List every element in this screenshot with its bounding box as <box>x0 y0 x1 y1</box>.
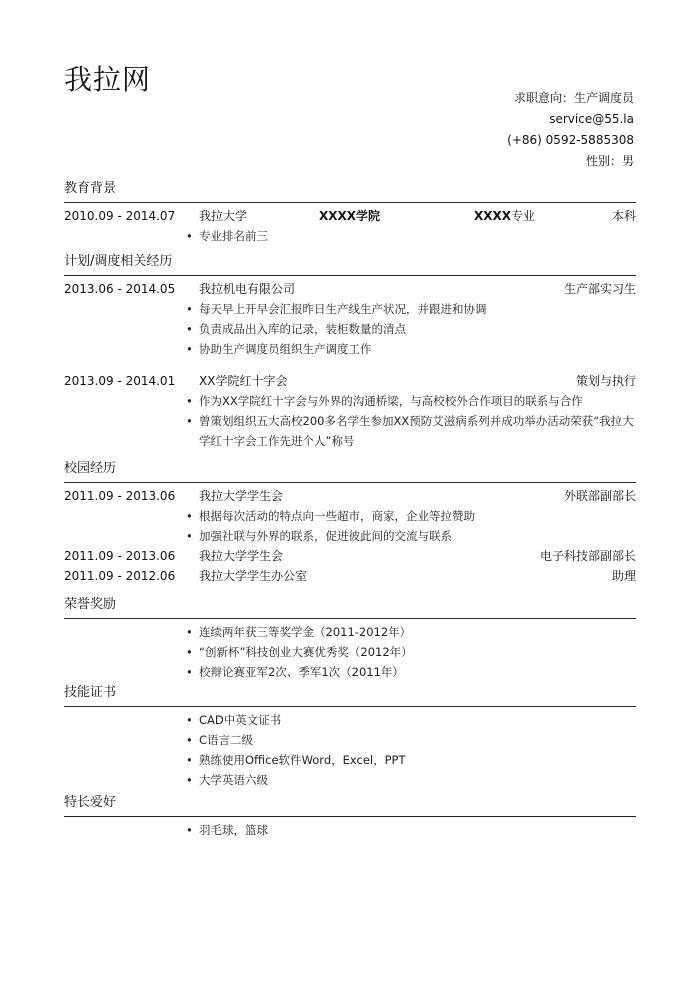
experience-bullets <box>64 299 636 359</box>
experience-role: 策划与执行 <box>575 374 636 388</box>
campus-org: 我拉大学学生会 <box>199 549 284 563</box>
education-row <box>64 206 636 226</box>
honors-bullets <box>64 622 636 682</box>
list-item: • 每天早上开早会汇报昨日生产线生产状况，并跟进和协调 <box>186 299 636 319</box>
education-major-suffix: 专业 <box>511 209 536 223</box>
skills-title: 技能证书 <box>64 685 117 700</box>
skills-bullets <box>64 710 636 790</box>
list-item: • 大学英语六级 <box>186 770 636 790</box>
experience-date: 2013.06 - 2014.05 <box>64 282 176 296</box>
contact-block <box>507 88 634 172</box>
education-major <box>474 206 535 226</box>
experience-date: 2013.09 - 2014.01 <box>64 374 176 388</box>
campus-row <box>64 486 636 506</box>
job-objective: 求职意向：生产调度员 <box>513 91 634 105</box>
campus-section <box>64 460 636 586</box>
campus-role: 电子科技部副部长 <box>539 549 636 563</box>
hobbies-bullets <box>64 820 636 840</box>
section-divider <box>64 202 636 203</box>
campus-title: 校园经历 <box>64 461 117 476</box>
campus-row <box>64 566 636 586</box>
list-item: • 作为XX学院红十字会与外界的沟通桥梁，与高校校外合作项目的联系与合作 <box>186 391 636 411</box>
experience-row <box>64 279 636 299</box>
experience-section <box>64 253 636 451</box>
list-item: • 负责成品出入库的记录，装柜数量的清点 <box>186 319 636 339</box>
section-divider <box>64 482 636 483</box>
campus-bullets <box>64 506 636 546</box>
list-item: • 专业排名前三 <box>186 226 636 246</box>
campus-org: 我拉大学学生会 <box>199 489 284 503</box>
hobbies-section <box>64 794 636 840</box>
list-item: • 协助生产调度员组织生产调度工作 <box>186 339 636 359</box>
campus-org: 我拉大学学生办公室 <box>199 569 308 583</box>
gender-text: 性别：男 <box>585 154 634 168</box>
list-item: • C语言二级 <box>186 730 636 750</box>
list-item: • 曾策划组织五大高校200多名学生参加XX预防艾滋病系列并成功举办活动荣获“我拉大学红十字会工作先进个人”称号 <box>186 411 636 451</box>
skills-section <box>64 684 636 790</box>
list-item: • 校辩论赛亚军2次、季军1次（2011年） <box>186 662 636 682</box>
list-item: • 熟练使用Office软件Word，Excel，PPT <box>186 750 636 770</box>
list-item: • 连续两年获三等奖学金（2011-2012年） <box>186 622 636 642</box>
resume-name: 我拉网 <box>64 63 152 96</box>
campus-role: 外联部副部长 <box>563 489 636 503</box>
section-divider <box>64 816 636 817</box>
education-section <box>64 180 636 246</box>
education-bullets <box>64 226 636 246</box>
list-item: • 羽毛球，篮球 <box>186 820 636 840</box>
phone-text: (+86) 0592-5885308 <box>507 133 634 147</box>
campus-role: 助理 <box>611 569 636 583</box>
section-divider <box>64 618 636 619</box>
education-title: 教育背景 <box>64 181 117 196</box>
section-divider <box>64 706 636 707</box>
honors-section <box>64 596 636 682</box>
section-divider <box>64 275 636 276</box>
education-school: 我拉大学 <box>199 209 248 223</box>
experience-bullets <box>64 391 636 451</box>
education-date: 2010.09 - 2014.07 <box>64 209 176 223</box>
email-text: service@55.la <box>549 112 634 126</box>
education-major-prefix: XXXX <box>474 209 512 223</box>
campus-row <box>64 546 636 566</box>
hobbies-title: 特长爱好 <box>64 795 117 810</box>
list-item: • 加强社联与外界的联系，促进彼此间的交流与联系 <box>186 526 636 546</box>
experience-role: 生产部实习生 <box>563 282 636 296</box>
list-item: • “创新杯”科技创业大赛优秀奖（2012年） <box>186 642 636 662</box>
honors-title: 荣誉奖励 <box>64 597 117 612</box>
education-degree: 本科 <box>611 209 636 223</box>
list-item: • CAD中英文证书 <box>186 710 636 730</box>
campus-date: 2011.09 - 2013.06 <box>64 549 176 563</box>
experience-org: 我拉机电有限公司 <box>199 282 296 296</box>
campus-date: 2011.09 - 2013.06 <box>64 489 176 503</box>
experience-org: XX学院红十字会 <box>199 374 288 388</box>
experience-row <box>64 371 636 391</box>
list-item: • 根据每次活动的特点向一些超市，商家，企业等拉赞助 <box>186 506 636 526</box>
experience-title: 计划/调度相关经历 <box>64 254 173 269</box>
campus-date: 2011.09 - 2012.06 <box>64 569 176 583</box>
education-college: XXXX学院 <box>319 209 381 223</box>
